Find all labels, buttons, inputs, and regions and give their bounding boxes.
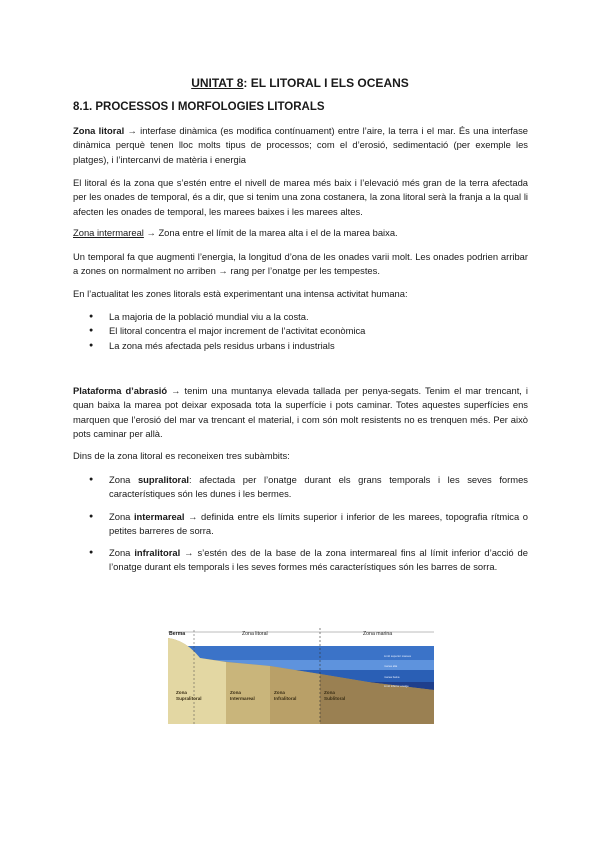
list-item (73, 546, 528, 575)
infralitoral-area (270, 666, 320, 724)
subzone-term: supralitoral (137, 474, 190, 485)
level-label: Límit superior marees (384, 654, 412, 658)
zone-label: Supralitoral (176, 696, 202, 701)
subzones-list (73, 473, 528, 575)
littoral-zones-diagram (168, 624, 434, 724)
list-item: ● El litoral concentra el major increment de l’activitat econòmica (73, 324, 528, 338)
subzone-term: infralitoral (134, 547, 181, 559)
zone-label: Zona (274, 690, 285, 695)
list-item (73, 510, 528, 539)
subzone-text: → definida entre els límits superior i inferior de les marees, topografia rítmica o petites barreres de sorra. (109, 510, 528, 536)
subzone-text: → s’estén des de la base de la zona intermareal fins al límit inferior d’acció de l’onatge durant els temporals i les seves formes més característiques són les barres de sorra. (109, 547, 528, 573)
paragraph-temporal: Un temporal fa que augmenti l’energia, la longitud d’ona de les onades varii molt. Les onades podrien arribar a zones on normalment no arriben → rang per l’onatge per les tempestes. (73, 251, 528, 277)
level-label: marea alta (384, 664, 398, 668)
list-item: ● La zona més afectada pels residus urbans i industrials (73, 339, 528, 353)
paragraph-zona-litoral (73, 124, 528, 167)
paragraph-plataforma-abrasio (73, 384, 528, 441)
section-heading: 8.1. PROCESSOS I MORFOLOGIES LITORALS (73, 101, 325, 113)
page-title (0, 76, 600, 90)
term-plataforma-abrasio: Plataforma d’abrasió (73, 385, 168, 396)
human-activity-list (73, 310, 528, 353)
paragraph-litoral-definition: El litoral és la zona que s’estén entre el nivell de marea més baix i l’elevació més gran de la terra afectada per les onades de temporal, és a dir, que si tenim una zona costanera, la zona litoral serà la franja a la qual li afecten les onades de temporal, les marees baixes i les marees altes. (73, 177, 528, 217)
subzone-text: : afectada per l’onatge durant els grans temporals i les seves formes característiques són les dunes i les bermes. (109, 474, 528, 500)
zona-litoral-label: Zona litoral (242, 631, 268, 637)
unit-label: UNITAT 8 (191, 76, 244, 90)
berma-label: Berma (169, 631, 186, 637)
list-item: ● La majoria de la població mundial viu a la costa. (73, 310, 528, 324)
zone-label: Zona (176, 690, 187, 695)
zona-marina-label: Zona marina (363, 631, 393, 637)
paragraph-text: → tenim una muntanya elevada tallada per penya-segats. Tenim el mar trencant, i quan baixa la marea pot deixar exposada tota la superfície i pots caminar. Totes aquestes superfícies ens marquen que l’erosió del mar va trencant el material, i com són molt resistents no es trenquen més. Per això pots caminar per allà. (73, 385, 528, 439)
level-label: marea baixa (384, 675, 400, 679)
zone-label: Intermareal (230, 696, 255, 701)
zone-label: Zona (324, 690, 335, 695)
subzone-prefix: Zona (109, 547, 135, 559)
term-zona-litoral: Zona litoral (73, 125, 125, 136)
term-zona-intermareal: Zona intermareal (73, 227, 144, 238)
zone-label: Sublitoral (324, 696, 346, 701)
subzone-prefix: Zona (109, 510, 134, 522)
title-text: : EL LITORAL I ELS OCEANS (243, 76, 409, 90)
paragraph-subambits: Dins de la zona litoral es reconeixen tres subàmbits: (73, 450, 290, 461)
paragraph-activitat: En l’actualitat les zones litorals està experimentant una intensa activitat humana: (73, 288, 408, 299)
subzone-term: intermareal (133, 510, 185, 522)
level-label: Límit inferior onatge (384, 684, 409, 688)
paragraph-zona-intermareal (73, 226, 528, 240)
paragraph-text: → interfase dinàmica (es modifica contínuament) entre l’aire, la terra i el mar. És una interfase dinàmica perquè tenen lloc molts tipus de processos; com el d’erosió, sedimentació (per exemple les platges), i l’intercanvi de matèria i energia (73, 125, 528, 165)
zone-label: Infralitoral (274, 696, 297, 701)
paragraph-text: → Zona entre el límit de la marea alta i el de la marea baixa. (143, 227, 398, 238)
list-item (73, 473, 528, 502)
subzone-prefix: Zona (109, 474, 138, 485)
zone-label: Zona (230, 690, 241, 695)
